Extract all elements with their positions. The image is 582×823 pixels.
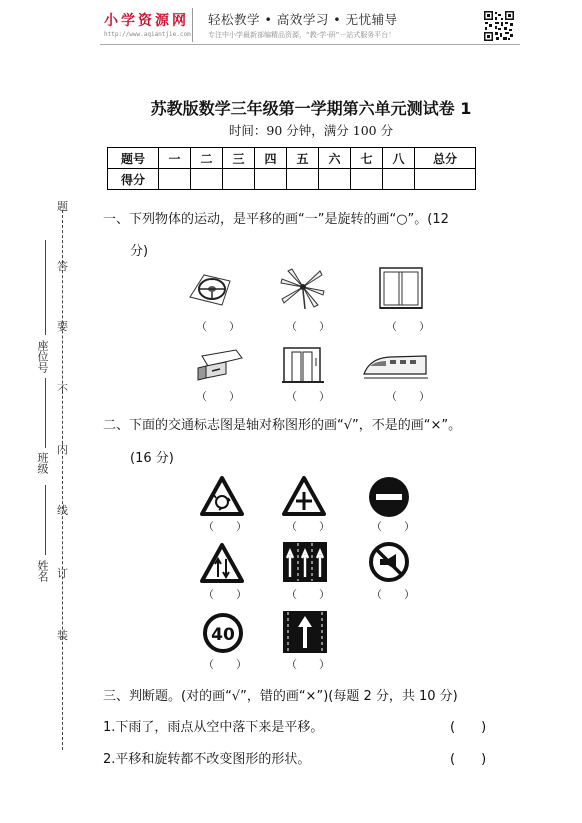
answer-blank[interactable]: （ ）: [386, 390, 430, 403]
exam-title: 苏教版数学三年级第一学期第六单元测试卷 1: [150, 99, 472, 118]
q1-prompt: 一、下列物体的运动，是平移的画“一”是旋转的画“○”。(12: [103, 212, 449, 227]
steering-wheel-icon: [186, 267, 236, 309]
score-table: [107, 147, 476, 190]
name-label: 姓名: [36, 560, 49, 582]
score-cell[interactable]: [383, 169, 415, 190]
binding-dashed-line: [62, 210, 63, 750]
speed-limit-sign-icon: [202, 612, 244, 654]
table-header-cell: 三: [223, 148, 255, 169]
q2-prompt: 二、下面的交通标志图是轴对称图形的画“√”，不是的画“×”。: [103, 418, 462, 433]
speed-limit-value: 40: [211, 625, 235, 645]
header-rule: [100, 44, 520, 45]
seal-char: 题: [57, 200, 68, 213]
score-cell[interactable]: [287, 169, 319, 190]
brand-url: http://www.aqiantjie.com: [104, 31, 191, 38]
qr-code-icon: [483, 10, 515, 42]
table-header-cell: 二: [191, 148, 223, 169]
score-table-score-row: [108, 169, 476, 190]
judge-item-text: 2.平移和旋转都不改变图形的形状。: [103, 752, 311, 767]
roundabout-warning-sign-icon: [200, 476, 244, 516]
q2-prompt-cont: (16 分): [130, 451, 174, 466]
seat-number-label: 座位号: [36, 340, 49, 373]
name-line: [45, 485, 46, 555]
seal-char: 要: [57, 320, 68, 333]
answer-blank[interactable]: （ ）: [196, 390, 240, 403]
header-slogan: 轻松教学 • 高效学习 • 无忧辅导: [208, 12, 398, 27]
score-cell[interactable]: [255, 169, 287, 190]
table-header-cell: 六: [319, 148, 351, 169]
no-entry-sign-icon: [368, 476, 410, 518]
score-cell[interactable]: [223, 169, 255, 190]
seal-char: 答: [57, 260, 68, 273]
answer-blank[interactable]: （ ）: [203, 588, 247, 601]
straight-ahead-sign-icon: [282, 610, 328, 654]
answer-blank[interactable]: （ ）: [371, 520, 415, 533]
header-tagline: 专注中小学最新部编精品资源，“教-学-研”一站式服务平台！: [208, 31, 396, 39]
score-cell[interactable]: [159, 169, 191, 190]
sliding-window-icon: [378, 266, 424, 312]
q1-prompt-cont: 分): [130, 244, 149, 259]
exam-subtitle: 时间：90 分钟，满分 100 分: [228, 123, 394, 138]
score-cell[interactable]: [319, 169, 351, 190]
table-header-cell: 四: [255, 148, 287, 169]
table-header-cell: 八: [383, 148, 415, 169]
answer-blank[interactable]: （ ）: [371, 588, 415, 601]
class-label: 班级: [36, 452, 49, 474]
score-cell[interactable]: [191, 169, 223, 190]
score-cell[interactable]: [351, 169, 383, 190]
seal-char: 不: [57, 383, 68, 396]
score-cell[interactable]: [415, 169, 476, 190]
header-divider: [192, 8, 193, 42]
crossroad-warning-sign-icon: [282, 476, 326, 516]
seal-char: 线: [57, 504, 68, 517]
seal-char: 订: [57, 567, 68, 580]
score-table-header-row: [108, 148, 476, 169]
seat-number-line: [45, 240, 46, 335]
answer-blank[interactable]: （ ）: [286, 520, 330, 533]
table-header-cell: 总分: [415, 148, 476, 169]
table-header-cell: 一: [159, 148, 191, 169]
answer-blank[interactable]: （ ）: [203, 520, 247, 533]
table-header-cell: 题号: [108, 148, 159, 169]
two-way-traffic-sign-icon: [200, 543, 244, 583]
table-header-cell: 五: [287, 148, 319, 169]
windmill-icon: [278, 265, 328, 311]
answer-blank[interactable]: （ ）: [286, 658, 330, 671]
no-horn-sign-icon: [368, 541, 410, 583]
drawer-icon: [196, 346, 244, 386]
answer-blank[interactable]: （ ）: [196, 320, 240, 333]
answer-blank[interactable]: （ ）: [203, 658, 247, 671]
answer-blank[interactable]: （ ）: [286, 390, 330, 403]
lane-direction-sign-icon: [282, 541, 328, 583]
seal-char: 内: [57, 443, 68, 456]
elevator-door-icon: [280, 344, 326, 386]
table-header-cell: 七: [351, 148, 383, 169]
score-row-label: 得分: [108, 169, 159, 190]
judge-item-text: 1.下雨了，雨点从空中落下来是平移。: [103, 720, 324, 735]
seal-char: 装: [57, 629, 68, 642]
brand-logo-text: 小学资源网: [104, 13, 189, 29]
answer-blank[interactable]: （ ）: [286, 588, 330, 601]
judge-answer-blank[interactable]: ( ): [450, 752, 487, 767]
judge-answer-blank[interactable]: ( ): [450, 720, 487, 735]
train-icon: [360, 348, 430, 384]
q3-prompt: 三、判断题。(对的画“√”，错的画“×”)(每题 2 分，共 10 分): [103, 689, 458, 704]
answer-blank[interactable]: （ ）: [286, 320, 330, 333]
class-line: [45, 378, 46, 448]
answer-blank[interactable]: （ ）: [386, 320, 430, 333]
